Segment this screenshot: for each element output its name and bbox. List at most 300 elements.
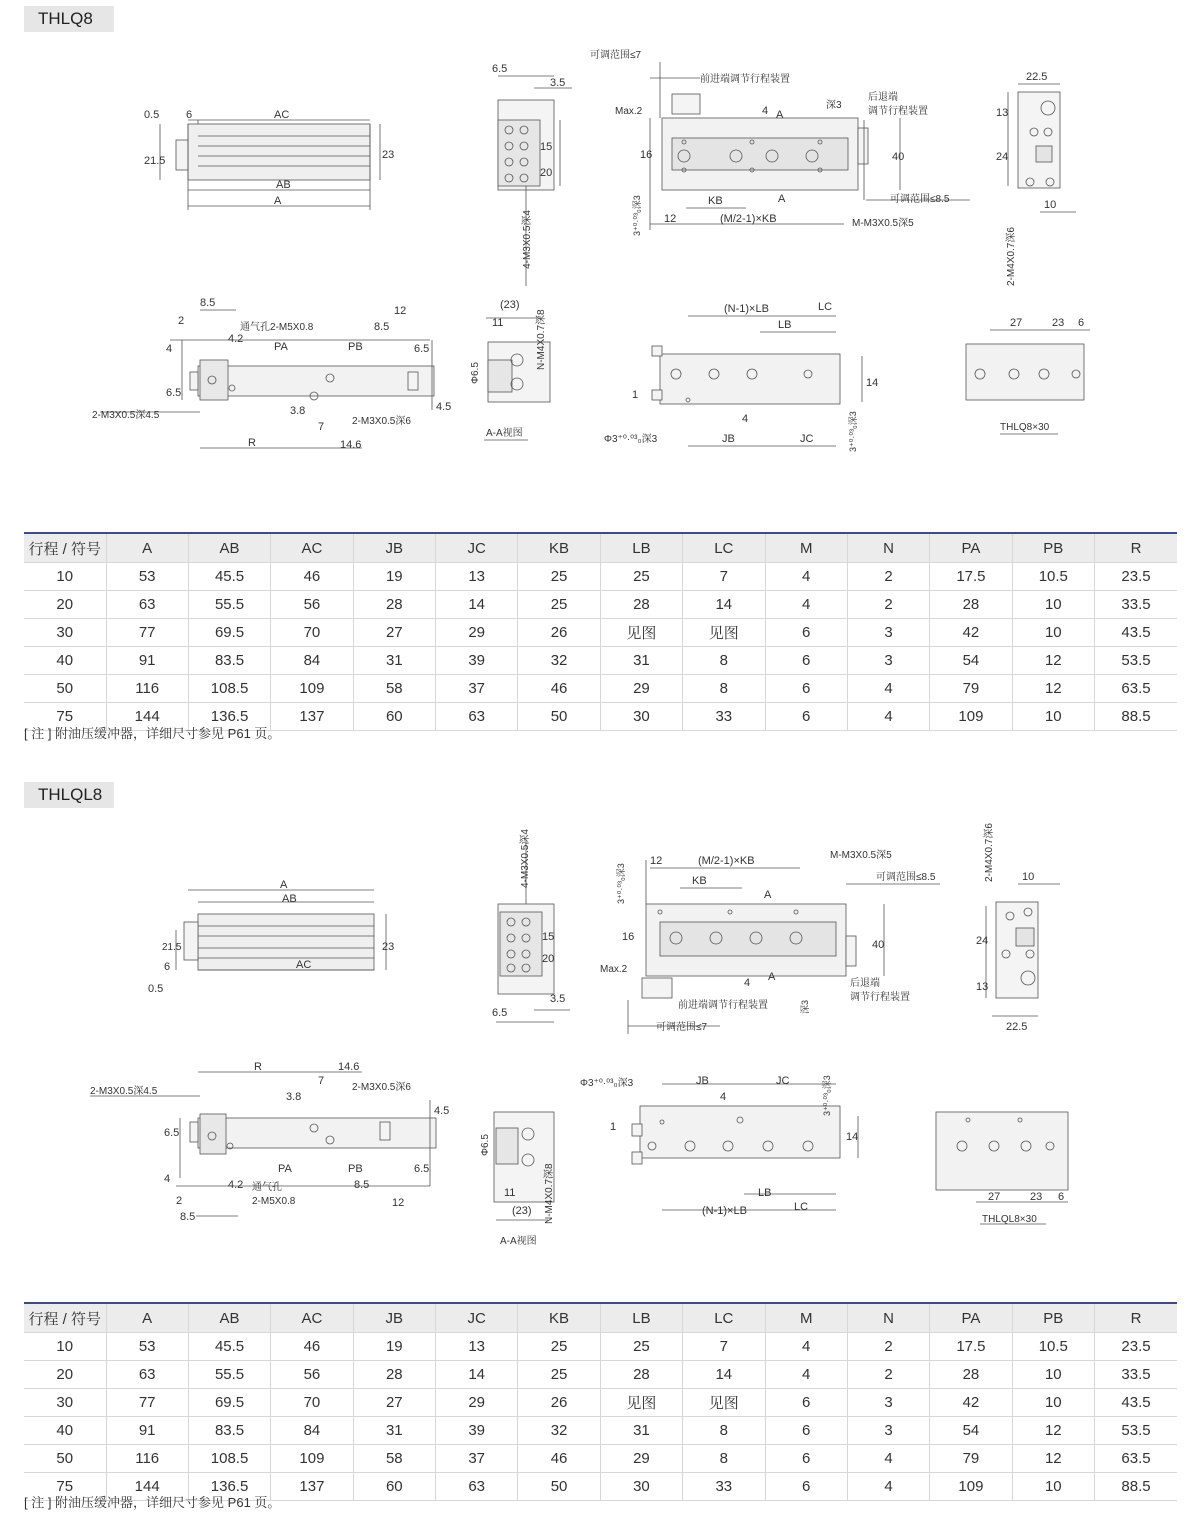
table-cell: 30 bbox=[600, 703, 682, 731]
dim-label: 15 bbox=[540, 141, 553, 153]
dim-label: 4-M3X0.5深4 bbox=[522, 210, 533, 269]
dim-label: 24 bbox=[996, 151, 1009, 163]
dim-label: 16 bbox=[640, 149, 653, 161]
dim-label: 23 bbox=[1030, 1191, 1043, 1203]
table-cell: 见图 bbox=[600, 1389, 682, 1417]
table-cell: 109 bbox=[271, 1445, 353, 1473]
table-cell: 3 bbox=[847, 1417, 929, 1445]
table-cell: 2 bbox=[847, 591, 929, 619]
table-cell: 2 bbox=[847, 1333, 929, 1361]
dim-label: 22.5 bbox=[1026, 71, 1048, 83]
table-cell: 10.5 bbox=[1012, 1333, 1094, 1361]
dim-label: N-M4X0.7深8 bbox=[536, 309, 547, 370]
dim-label: 4-M3X0.5深4 bbox=[520, 829, 531, 888]
table-cell: 88.5 bbox=[1095, 1473, 1178, 1501]
dim-label: 16 bbox=[622, 931, 635, 943]
table-cell: 28 bbox=[353, 591, 435, 619]
table-cell: 23.5 bbox=[1095, 563, 1178, 591]
table-cell: 58 bbox=[353, 675, 435, 703]
footnote: [ 注 ] 附油压缓冲器，详细尺寸参见 P61 页。 bbox=[24, 726, 281, 741]
table-cell: 31 bbox=[600, 1417, 682, 1445]
table-cell: 见图 bbox=[683, 619, 765, 647]
table-cell: 37 bbox=[436, 1445, 518, 1473]
dim-label: 8.5 bbox=[354, 1179, 370, 1191]
dimension-table bbox=[24, 532, 1177, 731]
dim-label: PB bbox=[348, 1163, 363, 1175]
table-cell: 29 bbox=[436, 619, 518, 647]
dim-label: (M/2-1)×KB bbox=[698, 855, 755, 867]
column-header: 行程 / 符号 bbox=[28, 540, 101, 558]
table-cell: 12 bbox=[1012, 1417, 1094, 1445]
table-cell: 23.5 bbox=[1095, 1333, 1178, 1361]
technical-drawing-thlql8 bbox=[0, 800, 1200, 1270]
table-cell: 14 bbox=[683, 591, 765, 619]
dim-label: 3.5 bbox=[550, 993, 566, 1005]
table-cell: 10 bbox=[1012, 619, 1094, 647]
dim-label: 6 bbox=[186, 109, 193, 121]
dim-label: JC bbox=[800, 433, 814, 445]
table-cell: 7 bbox=[683, 563, 765, 591]
table-cell: 4 bbox=[847, 703, 929, 731]
column-header: R bbox=[1095, 1303, 1178, 1333]
table-cell: 10 bbox=[1012, 591, 1094, 619]
dim-label: 6 bbox=[1078, 317, 1085, 329]
table-cell: 17.5 bbox=[930, 563, 1012, 591]
dim-label: 调节行程装置 bbox=[868, 106, 928, 117]
table-cell: 79 bbox=[930, 1445, 1012, 1473]
dim-label: LC bbox=[818, 301, 833, 313]
column-header: JC bbox=[436, 1303, 518, 1333]
table-cell: 12 bbox=[1012, 1445, 1094, 1473]
dim-label: 可调范围≤7 bbox=[656, 1022, 708, 1033]
table-row bbox=[24, 675, 1177, 703]
dim-label: 0.5 bbox=[144, 109, 160, 121]
dim-label: 通气孔2-M5X0.8 bbox=[240, 322, 314, 333]
table-cell: 2 bbox=[847, 1361, 929, 1389]
table-cell: 4 bbox=[847, 675, 929, 703]
table-cell: 20 bbox=[24, 591, 106, 619]
table-cell: 20 bbox=[24, 1361, 106, 1389]
column-header: PA bbox=[930, 533, 1012, 563]
dim-label: N-M4X0.7深8 bbox=[544, 1163, 555, 1224]
table-cell: 4 bbox=[847, 1473, 929, 1501]
dim-label: A bbox=[768, 971, 776, 983]
dim-label: 22.5 bbox=[1006, 1021, 1028, 1033]
table-cell: 31 bbox=[353, 647, 435, 675]
dim-label: 13 bbox=[996, 107, 1009, 119]
dim-label: 深3 bbox=[800, 999, 810, 1014]
table-cell: 4 bbox=[765, 1361, 847, 1389]
table-cell: 83.5 bbox=[188, 647, 270, 675]
table-cell: 60 bbox=[353, 703, 435, 731]
column-header: JB bbox=[353, 1303, 435, 1333]
table-cell: 63.5 bbox=[1095, 675, 1178, 703]
table-cell: 见图 bbox=[600, 619, 682, 647]
table-cell: 63 bbox=[436, 1473, 518, 1501]
column-header: PA bbox=[930, 1303, 1012, 1333]
dim-label: 15 bbox=[542, 931, 555, 943]
table-cell: 17.5 bbox=[930, 1333, 1012, 1361]
dim-label: 8.5 bbox=[200, 297, 216, 309]
table-cell: 25 bbox=[518, 1361, 600, 1389]
dim-label: 后退端 bbox=[868, 92, 898, 103]
table-cell: 13 bbox=[436, 1333, 518, 1361]
table-cell: 42 bbox=[930, 619, 1012, 647]
dim-label: 2-M3X0.5深4.5 bbox=[90, 1086, 158, 1097]
table-cell: 30 bbox=[24, 1389, 106, 1417]
table-cell: 108.5 bbox=[188, 675, 270, 703]
table-cell: 46 bbox=[271, 563, 353, 591]
dim-label: 前进端调节行程装置 bbox=[700, 74, 790, 85]
dim-label: KB bbox=[692, 875, 707, 887]
table-cell: 39 bbox=[436, 647, 518, 675]
table-cell: 55.5 bbox=[188, 591, 270, 619]
table-cell: 25 bbox=[518, 591, 600, 619]
model-title: THLQ8 bbox=[24, 6, 114, 32]
dimension-table bbox=[24, 1302, 1177, 1501]
table-cell: 55.5 bbox=[188, 1361, 270, 1389]
table-cell: 10 bbox=[1012, 703, 1094, 731]
dim-label: 2-M3X0.5深6 bbox=[352, 416, 411, 427]
table-cell: 10.5 bbox=[1012, 563, 1094, 591]
table-cell: 75 bbox=[24, 703, 106, 731]
table-cell: 8 bbox=[683, 1417, 765, 1445]
footnote: [ 注 ] 附油压缓冲器，详细尺寸参见 P61 页。 bbox=[24, 1495, 281, 1510]
dim-label: 2-M4X0.7深6 bbox=[1006, 227, 1017, 286]
dim-label: 2-M3X0.5深6 bbox=[352, 1082, 411, 1093]
column-header: A bbox=[106, 533, 188, 563]
dim-label: PA bbox=[278, 1163, 292, 1175]
table-cell: 70 bbox=[271, 1389, 353, 1417]
column-header: A bbox=[106, 1303, 188, 1333]
table-cell: 46 bbox=[518, 675, 600, 703]
table-cell: 26 bbox=[518, 1389, 600, 1417]
table-cell: 8 bbox=[683, 647, 765, 675]
dim-label: A bbox=[778, 193, 786, 205]
column-header: KB bbox=[518, 533, 600, 563]
dim-label: 3⁺⁰·⁰³₀深3 bbox=[848, 411, 858, 452]
dim-label: 14.6 bbox=[340, 439, 362, 451]
column-header: M bbox=[765, 1303, 847, 1333]
dim-label: 27 bbox=[1010, 317, 1023, 329]
table-row bbox=[24, 1361, 1177, 1389]
column-header: PB bbox=[1012, 1303, 1094, 1333]
table-cell: 144 bbox=[106, 703, 188, 731]
dim-label: 4.2 bbox=[228, 1179, 244, 1191]
dim-label: 12 bbox=[394, 305, 407, 317]
dim-label: 可调范围≤7 bbox=[590, 50, 642, 61]
table-cell: 84 bbox=[271, 647, 353, 675]
table-cell: 6 bbox=[765, 703, 847, 731]
table-row bbox=[24, 1445, 1177, 1473]
table-cell: 56 bbox=[271, 591, 353, 619]
column-header: AC bbox=[271, 1303, 353, 1333]
table-cell: 14 bbox=[436, 591, 518, 619]
table-cell: 12 bbox=[1012, 647, 1094, 675]
dim-label: 调节行程装置 bbox=[850, 992, 910, 1003]
table-cell: 70 bbox=[271, 619, 353, 647]
dim-label: 12 bbox=[664, 213, 677, 225]
model-title: THLQL8 bbox=[24, 782, 114, 808]
table-row bbox=[24, 563, 1177, 591]
table-cell: 50 bbox=[24, 1445, 106, 1473]
table-cell: 8 bbox=[683, 1445, 765, 1473]
table-row bbox=[24, 1417, 1177, 1445]
dim-label: 21.5 bbox=[162, 942, 182, 953]
dim-label: 6.5 bbox=[166, 387, 182, 399]
table-cell: 84 bbox=[271, 1417, 353, 1445]
table-cell: 144 bbox=[106, 1473, 188, 1501]
dim-label: JC bbox=[776, 1075, 790, 1087]
table-cell: 32 bbox=[518, 1417, 600, 1445]
dim-label: AC bbox=[296, 959, 312, 971]
dim-label: M-M3X0.5深5 bbox=[830, 850, 892, 861]
technical-drawing-thlq8 bbox=[0, 0, 1200, 470]
table-cell: 33.5 bbox=[1095, 1361, 1178, 1389]
column-header: 行程 / 符号 bbox=[28, 1310, 101, 1328]
table-cell: 3 bbox=[847, 619, 929, 647]
dim-label: R bbox=[248, 437, 256, 449]
table-cell: 46 bbox=[271, 1333, 353, 1361]
dim-label: 4.5 bbox=[434, 1105, 450, 1117]
dim-label: LB bbox=[778, 319, 792, 331]
table-cell: 6 bbox=[765, 1473, 847, 1501]
table-cell: 91 bbox=[106, 647, 188, 675]
dim-label: Φ3⁺⁰·⁰³₀深3 bbox=[604, 434, 658, 445]
table-cell: 63 bbox=[436, 703, 518, 731]
table-cell: 14 bbox=[683, 1361, 765, 1389]
table-cell: 10 bbox=[24, 563, 106, 591]
table-cell: 69.5 bbox=[188, 1389, 270, 1417]
dim-label: 4 bbox=[744, 977, 751, 989]
table-cell: 33.5 bbox=[1095, 591, 1178, 619]
table-row bbox=[24, 647, 1177, 675]
table-cell: 4 bbox=[765, 591, 847, 619]
dim-label: 20 bbox=[542, 953, 555, 965]
table-cell: 33 bbox=[683, 1473, 765, 1501]
dim-label: AC bbox=[274, 109, 290, 121]
table-cell: 77 bbox=[106, 619, 188, 647]
table-cell: 6 bbox=[765, 619, 847, 647]
dim-label: (23) bbox=[500, 299, 520, 311]
dim-label: 3⁺⁰·⁰³₀深3 bbox=[822, 1075, 832, 1116]
dim-label: 20 bbox=[540, 167, 553, 179]
dim-label: 4 bbox=[164, 1173, 171, 1185]
table-cell: 43.5 bbox=[1095, 619, 1178, 647]
table-cell: 26 bbox=[518, 619, 600, 647]
table-cell: 19 bbox=[353, 1333, 435, 1361]
table-cell: 45.5 bbox=[188, 563, 270, 591]
dim-label: 1 bbox=[610, 1121, 617, 1133]
table-cell: 109 bbox=[271, 675, 353, 703]
column-header: LC bbox=[683, 1303, 765, 1333]
dim-label: 13 bbox=[976, 981, 989, 993]
dim-label: A bbox=[274, 195, 282, 207]
dim-label: A-A视图 bbox=[486, 428, 523, 439]
table-cell: 43.5 bbox=[1095, 1389, 1178, 1417]
dim-label: Max.2 bbox=[615, 106, 643, 117]
table-cell: 4 bbox=[765, 563, 847, 591]
table-row bbox=[24, 1333, 1177, 1361]
table-cell: 53.5 bbox=[1095, 647, 1178, 675]
dim-label: 11 bbox=[504, 1187, 516, 1199]
table-cell: 28 bbox=[930, 1361, 1012, 1389]
dim-label: Φ6.5 bbox=[480, 1134, 491, 1156]
table-cell: 63.5 bbox=[1095, 1445, 1178, 1473]
table-cell: 6 bbox=[765, 647, 847, 675]
dim-label: 21.5 bbox=[144, 155, 166, 167]
dim-label: 4 bbox=[166, 343, 173, 355]
dim-label: 2 bbox=[178, 315, 185, 327]
dim-label: 40 bbox=[872, 939, 885, 951]
dim-label: 8.5 bbox=[374, 321, 390, 333]
dim-label: (N-1)×LB bbox=[702, 1205, 747, 1217]
dim-label: 可调范围≤8.5 bbox=[876, 872, 936, 883]
dim-label: 4 bbox=[762, 105, 769, 117]
dim-label: 6.5 bbox=[164, 1127, 180, 1139]
dim-label: 3⁺⁰·⁰³₀深3 bbox=[616, 863, 626, 904]
table-cell: 29 bbox=[600, 1445, 682, 1473]
table-cell: 137 bbox=[271, 1473, 353, 1501]
dim-label: 4 bbox=[742, 413, 749, 425]
table-cell: 31 bbox=[353, 1417, 435, 1445]
table-cell: 45.5 bbox=[188, 1333, 270, 1361]
table-header-row bbox=[24, 1303, 1177, 1333]
table-cell: 50 bbox=[24, 675, 106, 703]
dim-label: 前进端调节行程装置 bbox=[678, 1000, 768, 1011]
table-cell: 69.5 bbox=[188, 619, 270, 647]
table-cell: 6 bbox=[765, 1445, 847, 1473]
table-cell: 4 bbox=[847, 1445, 929, 1473]
column-header: LB bbox=[600, 533, 682, 563]
table-cell: 10 bbox=[1012, 1473, 1094, 1501]
dim-label: THLQ8×30 bbox=[1000, 422, 1050, 433]
dim-label: THLQL8×30 bbox=[982, 1214, 1037, 1225]
table-cell: 63 bbox=[106, 591, 188, 619]
dim-label: 27 bbox=[988, 1191, 1001, 1203]
table-cell: 28 bbox=[353, 1361, 435, 1389]
table-header-row bbox=[24, 533, 1177, 563]
dim-label: Φ6.5 bbox=[470, 362, 481, 384]
column-header: R bbox=[1095, 533, 1178, 563]
column-header: LC bbox=[683, 533, 765, 563]
dim-label: 7 bbox=[318, 421, 325, 433]
table-cell: 8 bbox=[683, 675, 765, 703]
table-cell: 109 bbox=[930, 703, 1012, 731]
table-cell: 28 bbox=[600, 591, 682, 619]
table-cell: 79 bbox=[930, 675, 1012, 703]
table-cell: 13 bbox=[436, 563, 518, 591]
dim-label: 23 bbox=[382, 941, 395, 953]
table-row bbox=[24, 1389, 1177, 1417]
table-cell: 10 bbox=[1012, 1361, 1094, 1389]
dim-label: LB bbox=[758, 1187, 772, 1199]
table-cell: 4 bbox=[765, 1333, 847, 1361]
dim-label: 4.2 bbox=[228, 333, 244, 345]
table-cell: 108.5 bbox=[188, 1445, 270, 1473]
dim-label: PA bbox=[274, 341, 288, 353]
table-cell: 46 bbox=[518, 1445, 600, 1473]
table-cell: 33 bbox=[683, 703, 765, 731]
table-cell: 30 bbox=[24, 619, 106, 647]
dim-label: (N-1)×LB bbox=[724, 303, 769, 315]
table-cell: 29 bbox=[600, 675, 682, 703]
table-cell: 28 bbox=[930, 591, 1012, 619]
table-cell: 136.5 bbox=[188, 1473, 270, 1501]
dim-label: 通气孔 bbox=[252, 1182, 282, 1193]
table-cell: 53.5 bbox=[1095, 1417, 1178, 1445]
dim-label: 10 bbox=[1044, 199, 1057, 211]
dim-label: 12 bbox=[650, 855, 663, 867]
table-cell: 109 bbox=[930, 1473, 1012, 1501]
table-cell: 50 bbox=[518, 703, 600, 731]
dim-label: 4.5 bbox=[436, 401, 452, 413]
table-cell: 28 bbox=[600, 1361, 682, 1389]
table-cell: 25 bbox=[600, 1333, 682, 1361]
dim-label: 11 bbox=[492, 317, 504, 329]
table-cell: 53 bbox=[106, 1333, 188, 1361]
table-cell: 88.5 bbox=[1095, 703, 1178, 731]
table-row bbox=[24, 591, 1177, 619]
dim-label: 10 bbox=[1022, 871, 1035, 883]
table-cell: 19 bbox=[353, 563, 435, 591]
dim-label: 6.5 bbox=[414, 343, 430, 355]
dim-label: 3.5 bbox=[550, 77, 566, 89]
table-cell: 见图 bbox=[683, 1389, 765, 1417]
table-cell: 27 bbox=[353, 1389, 435, 1417]
table-cell: 3 bbox=[847, 1389, 929, 1417]
table-cell: 6 bbox=[765, 1417, 847, 1445]
table-cell: 7 bbox=[683, 1333, 765, 1361]
table-cell: 14 bbox=[436, 1361, 518, 1389]
dim-label: 6.5 bbox=[492, 1007, 508, 1019]
dim-label: LC bbox=[794, 1201, 809, 1213]
table-cell: 116 bbox=[106, 675, 188, 703]
dim-label: AB bbox=[282, 893, 297, 905]
table-cell: 56 bbox=[271, 1361, 353, 1389]
column-header: AB bbox=[188, 533, 270, 563]
dim-label: Φ3⁺⁰·⁰³₀深3 bbox=[580, 1078, 634, 1089]
table-cell: 30 bbox=[600, 1473, 682, 1501]
table-cell: 42 bbox=[930, 1389, 1012, 1417]
dim-label: R bbox=[254, 1061, 262, 1073]
dim-label: 6 bbox=[1058, 1191, 1065, 1203]
table-cell: 136.5 bbox=[188, 703, 270, 731]
dim-label: 12 bbox=[392, 1197, 405, 1209]
dim-label: 2 bbox=[176, 1195, 183, 1207]
dim-label: 2-M4X0.7深6 bbox=[984, 823, 995, 882]
table-cell: 50 bbox=[518, 1473, 600, 1501]
dim-label: KB bbox=[708, 195, 723, 207]
dim-label: 3.8 bbox=[286, 1091, 302, 1103]
dim-label: 14 bbox=[846, 1131, 859, 1143]
dim-label: 6 bbox=[164, 961, 171, 973]
dim-label: 可调范围≤8.5 bbox=[890, 194, 950, 205]
dim-label: 6.5 bbox=[414, 1163, 430, 1175]
column-header: AB bbox=[188, 1303, 270, 1333]
dim-label: 8.5 bbox=[180, 1211, 196, 1223]
table-cell: 54 bbox=[930, 1417, 1012, 1445]
dim-label: (M/2-1)×KB bbox=[720, 213, 777, 225]
column-header: LB bbox=[600, 1303, 682, 1333]
table-cell: 25 bbox=[518, 563, 600, 591]
table-cell: 12 bbox=[1012, 675, 1094, 703]
table-cell: 2 bbox=[847, 563, 929, 591]
column-header: M bbox=[765, 533, 847, 563]
table-cell: 83.5 bbox=[188, 1417, 270, 1445]
dim-label: 0.5 bbox=[148, 983, 164, 995]
column-header: N bbox=[847, 1303, 929, 1333]
